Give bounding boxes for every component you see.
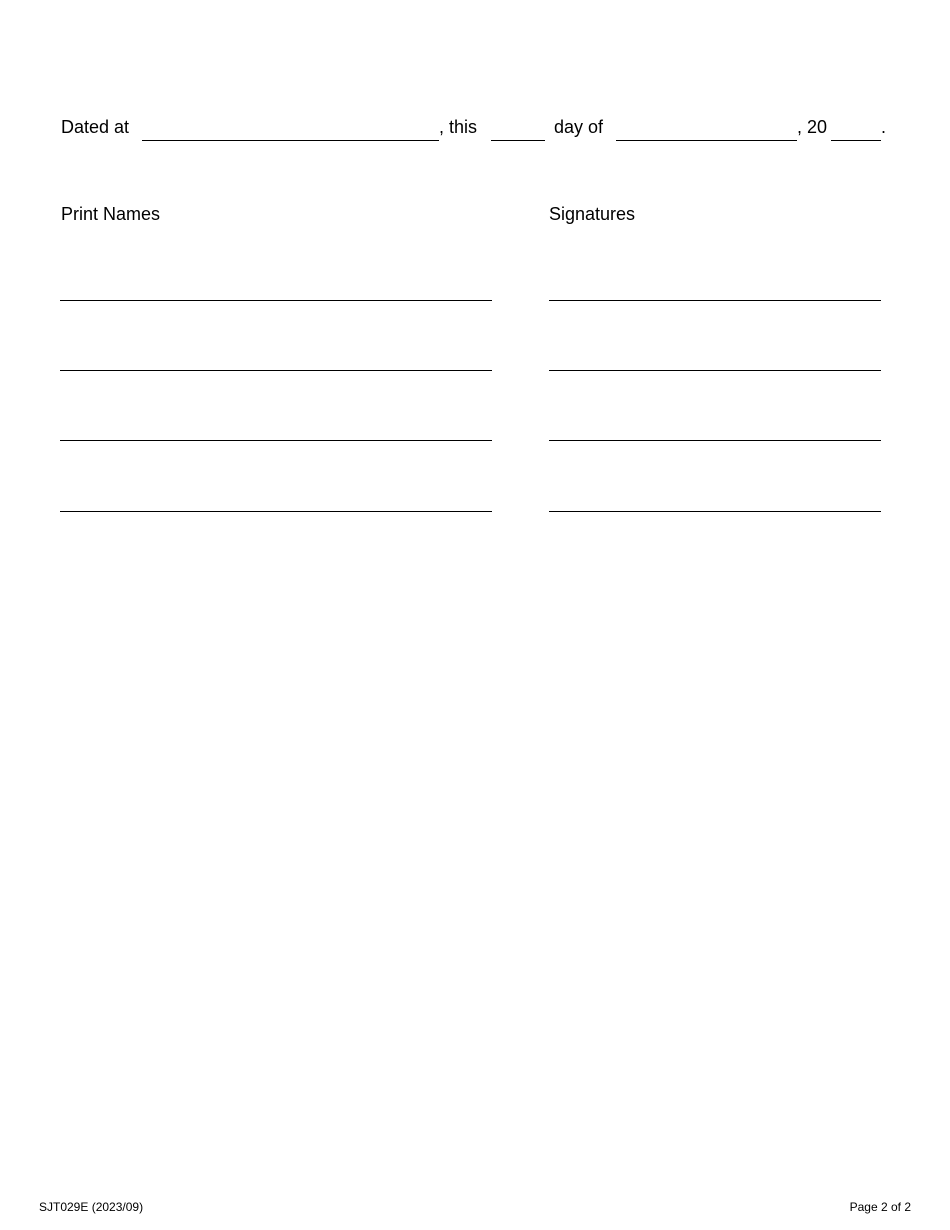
print-name-field-3[interactable] <box>60 440 492 441</box>
print-names-heading: Print Names <box>61 204 161 224</box>
this-label: , this <box>439 117 478 137</box>
end-period: . <box>881 117 887 137</box>
print-name-field-2[interactable] <box>60 370 492 371</box>
day-field[interactable] <box>491 140 545 141</box>
signatures-heading: Signatures <box>549 204 636 224</box>
year-prefix-label: , 20 <box>797 117 828 137</box>
print-name-field-1[interactable] <box>60 300 492 301</box>
day-of-label: day of <box>554 117 604 137</box>
month-field[interactable] <box>616 140 797 141</box>
signature-field-4[interactable] <box>549 511 881 512</box>
signature-field-2[interactable] <box>549 370 881 371</box>
print-name-field-4[interactable] <box>60 511 492 512</box>
signature-field-1[interactable] <box>549 300 881 301</box>
form-code: SJT029E (2023/09) <box>39 1200 144 1214</box>
dated-at-label: Dated at <box>61 117 130 137</box>
page-indicator: Page 2 of 2 <box>849 1200 911 1214</box>
year-field[interactable] <box>831 140 881 141</box>
signature-field-3[interactable] <box>549 440 881 441</box>
place-field[interactable] <box>142 140 439 141</box>
